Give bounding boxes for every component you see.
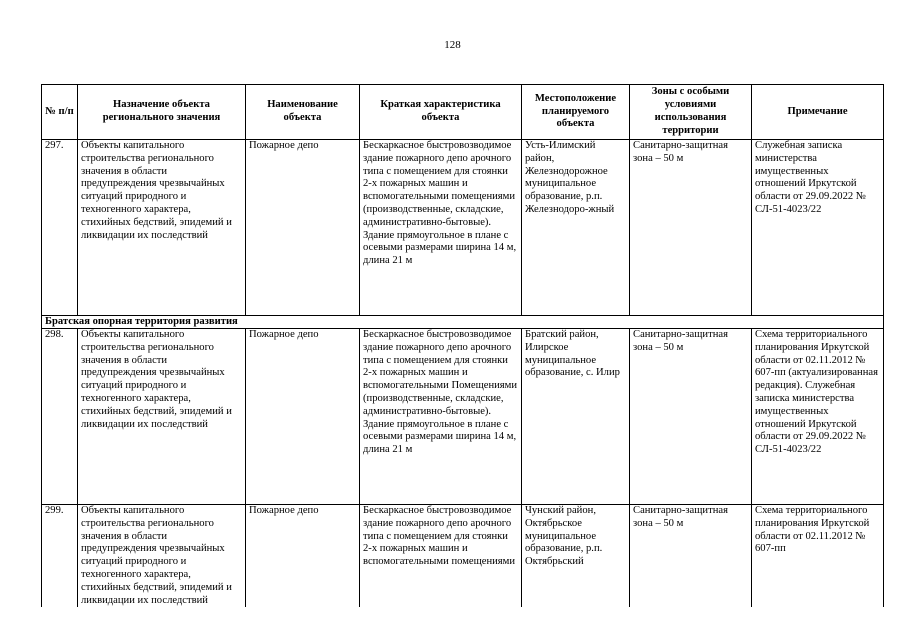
row-location: Усть-Илимский район, Железнодорожное муниципальное образование, р.п. Железнодоро-жный xyxy=(522,140,630,316)
row-num: 297. xyxy=(42,140,78,316)
header-description: Краткая характеристика объекта xyxy=(360,85,522,140)
row-zones: Санитарно-защитная зона – 50 м xyxy=(630,329,752,505)
row-description: Бескаркасное быстровозводимое здание пожарного депо арочного типа с помещением для стоянки 2-х пожарных машин и вспомогательными помещениями xyxy=(360,505,522,608)
row-note: Схема территориального планирования Иркутской области от 02.11.2012 № 607-пп xyxy=(752,505,884,608)
row-description: Бескаркасное быстровозводимое здание пожарного депо арочного типа с помещением для стоянки 2-х пожарных машин и вспомогательными помещениями (производственные, складские, административно-бытовые). Здание прямоугольное в плане с осевыми размерами ширина 14 м, длина 21 м xyxy=(360,140,522,316)
row-note: Схема территориального планирования Иркутской области от 02.11.2012 № 607-пп (актуализированная редакция). Служебная записка министерства имущественных отношений Иркутской области от 29.09.2022 № СЛ-51-4023/22 xyxy=(752,329,884,505)
table-header-row xyxy=(42,85,884,140)
row-description: Бескаркасное быстровозводимое здание пожарного депо арочного типа с помещением для стоянки 2-х пожарных машин и вспомогательными Помещениями (производственные, складские, административно-бытовые). Здание прямоугольное в плане с осевыми размерами ширина 14 м, длина 21 м xyxy=(360,329,522,505)
header-purpose: Назначение объекта регионального значения xyxy=(78,85,246,140)
row-zones: Санитарно-защитная зона – 50 м xyxy=(630,505,752,608)
row-purpose: Объекты капитального строительства регионального значения в области предупреждения чрезвычайных ситуаций природного и техногенного характера, стихийных бедствий, эпидемий и ликвидации их последствий xyxy=(78,505,246,608)
header-location: Местоположение планируемого объекта xyxy=(522,85,630,140)
section-title: Братская опорная территория развития xyxy=(42,316,884,329)
objects-table xyxy=(41,84,884,607)
row-location: Братский район, Илирское муниципальное образование, с. Илир xyxy=(522,329,630,505)
header-name: Наименование объекта xyxy=(246,85,360,140)
row-name: Пожарное депо xyxy=(246,140,360,316)
page-number: 128 xyxy=(444,39,461,51)
row-name: Пожарное депо xyxy=(246,329,360,505)
row-name: Пожарное депо xyxy=(246,505,360,608)
objects-table-wrap xyxy=(41,84,883,606)
header-zones: Зоны с особыми условиями использования территории xyxy=(630,85,752,140)
row-zones: Санитарно-защитная зона – 50 м xyxy=(630,140,752,316)
row-num: 299. xyxy=(42,505,78,608)
section-row xyxy=(42,316,884,329)
row-purpose: Объекты капитального строительства регионального значения в области предупреждения чрезвычайных ситуаций природного и техногенного характера, стихийных бедствий, эпидемий и ликвидации их последствий xyxy=(78,140,246,316)
row-purpose: Объекты капитального строительства регионального значения в области предупреждения чрезвычайных ситуаций природного и техногенного характера, стихийных бедствий, эпидемий и ликвидации их последствий xyxy=(78,329,246,505)
row-num: 298. xyxy=(42,329,78,505)
row-note: Служебная записка министерства имущественных отношений Иркутской области от 29.09.2022 № СЛ-51-4023/22 xyxy=(752,140,884,316)
table-row xyxy=(42,329,884,505)
header-note: Примечание xyxy=(752,85,884,140)
header-num: № п/п xyxy=(42,85,78,140)
table-row xyxy=(42,140,884,316)
table-row xyxy=(42,505,884,608)
row-location: Чунский район, Октябрьское муниципальное образование, р.п. Октябрьский xyxy=(522,505,630,608)
